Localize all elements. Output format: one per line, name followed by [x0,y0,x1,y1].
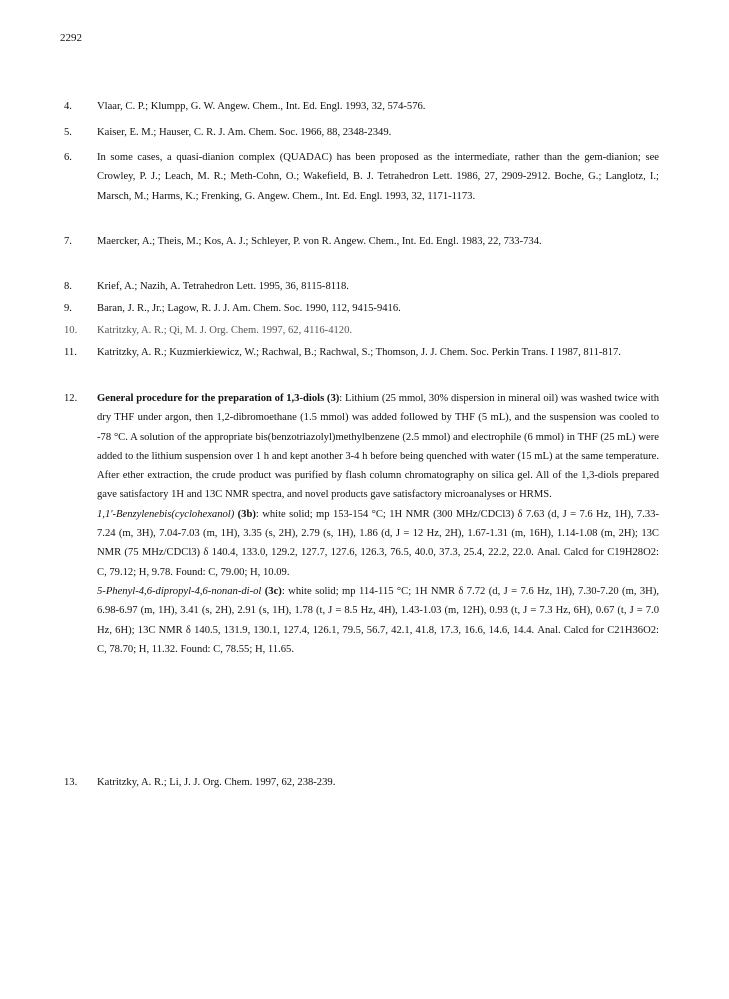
reference-text: Vlaar, C. P.; Klumpp, G. W. Angew. Chem., Int. Ed. Engl. 1993, 32, 574-576. [97,101,426,112]
reference-number: 10. [64,325,78,336]
reference-13 [64,773,659,792]
reference-text: Katritzky, A. R.; Kuzmierkiewicz, W.; Rachwal, B.; Rachwal, S.; Thomson, J. J. Chem. Soc. Perkin Trans. I 1987, 811-817. [97,347,621,358]
reference-10 [64,321,659,340]
compound-data: : white solid; mp 114-115 °C; 1H NMR δ 7.72 (d, J = 7.6 Hz, 1H), 7.30-7.20 (m, 3H), 6.98-6.97 (m, 1H), 3.41 (s, 2H), 2.91 (s, 1H), 1.78 (t, J = 8.5 Hz, 4H), 1.43-1.03 (m, 12H), 0.93 (t, J = 7.3 Hz, 6H), 0.67 (t, J = 7.0 Hz, 6H); 13C NMR δ 140.5, 131.9, 130.1, 127.4, 126.1, 79.5, 56.7, 42.1, 41.8, 17.3, 16.6, 14.6, 14.4. Anal. Calcd for C21H36O2: C, 78.70; H, 11.32. Found: C, 78.55; H, 11.65. [97,585,659,655]
reference-8 [64,277,659,296]
compound-label: (3b) [237,508,256,520]
reference-number: 4. [64,101,72,112]
reference-12 [64,389,659,659]
reference-number: 6. [64,152,72,163]
reference-text: Katritzky, A. R.; Qi, M. J. Org. Chem. 1997, 62, 4116-4120. [97,325,353,336]
compound-name: 5-Phenyl-4,6-dipropyl-4,6-nonan-di-ol [97,585,262,597]
reference-number: 7. [64,236,72,247]
reference-11 [64,343,659,362]
reference-number: 11. [64,347,77,358]
reference-number: 5. [64,127,72,138]
compound-data: : white solid; mp 153-154 °C; 1H NMR (300 MHz/CDCl3) δ 7.63 (d, J = 7.6 Hz, 1H), 7.33-7.24 (m, 3H), 7.04-7.03 (m, 1H), 3.35 (s, 2H), 2.79 (s, 1H), 1.86 (d, J = 12 Hz, 2H), 1.67-1.31 (m, 16H), 1.14-1.08 (m, 2H); 13C NMR (75 MHz/CDCl3) δ 140.4, 133.0, 129.2, 127.7, 127.6, 126.3, 76.5, 40.0, 37.3, 25.4, 22.2, 22.0. Anal. Calcd for C19H28O2: C, 79.12; H, 9.78. Found: C, 79.00; H, 10.09. [97,508,659,578]
reference-text: Katritzky, A. R.; Li, J. J. Org. Chem. 1997, 62, 238-239. [97,777,336,788]
reference-number: 8. [64,281,72,292]
page-number: 2292 [60,32,82,44]
reference-text: Maercker, A.; Theis, M.; Kos, A. J.; Schleyer, P. von R. Angew. Chem., Int. Ed. Engl. 1983, 22, 733-734. [97,236,542,247]
reference-text: Kaiser, E. M.; Hauser, C. R. J. Am. Chem. Soc. 1966, 88, 2348-2349. [97,127,392,138]
compound-3b [97,505,659,582]
compound-label: (3c) [264,585,282,597]
compound-name: 1,1'-Benzylenebis(cyclohexanol) [97,508,235,520]
reference-9 [64,299,659,318]
procedure-body: : Lithium (25 mmol, 30% dispersion in mineral oil) was washed twice with dry THF under argon, then 1,2-dibromoethane (1.5 mmol) was added followed by THF (5 mL), and the suspension was cooled to -78 °C. A solution of the appropriate bis(benzotriazolyl)methylbenzene (2.5 mmol) and electrophile (6 mmol) in THF (25 mL) were added to the lithium suspension over 1 h and kept another 3-4 h before being quenched with water (15 mL) at the same temperature. After ether extraction, the crude product was purified by flash column chromatography on silica gel. All of the 1,3-diols prepared gave satisfactory 1H and 13C NMR spectra, and novel products gave satisfactory microanalyses or HRMS. [97,393,659,501]
reference-6 [64,148,659,206]
reference-number: 13. [64,777,78,788]
compound-3c [97,582,659,659]
reference-text: Krief, A.; Nazih, A. Tetrahedron Lett. 1995, 36, 8115-8118. [97,281,349,292]
reference-7 [64,232,659,251]
reference-number: 9. [64,303,72,314]
reference-text: Baran, J. R., Jr.; Lagow, R. J. J. Am. Chem. Soc. 1990, 112, 9415-9416. [97,303,401,314]
reference-text: In some cases, a quasi-dianion complex (QUADAC) has been proposed as the intermediate, rather than the gem-dianion; see Crowley, P. J.; Leach, M. R.; Meth-Cohn, O.; Wakefield, B. J. Tetrahedron Lett. 1986, 27, 2909-2912. Boche, G.; Langlotz, I.; Marsch, M.; Harms, K.; Frenking, G. Angew. Chem., Int. Ed. Engl. 1993, 32, 1171-1173. [97,152,659,202]
reference-number: 12. [64,393,78,404]
procedure-heading: General procedure for the preparation of 1,3-diols (3) [97,393,340,404]
reference-4 [64,97,659,116]
reference-text [97,389,659,505]
reference-5 [64,123,659,142]
